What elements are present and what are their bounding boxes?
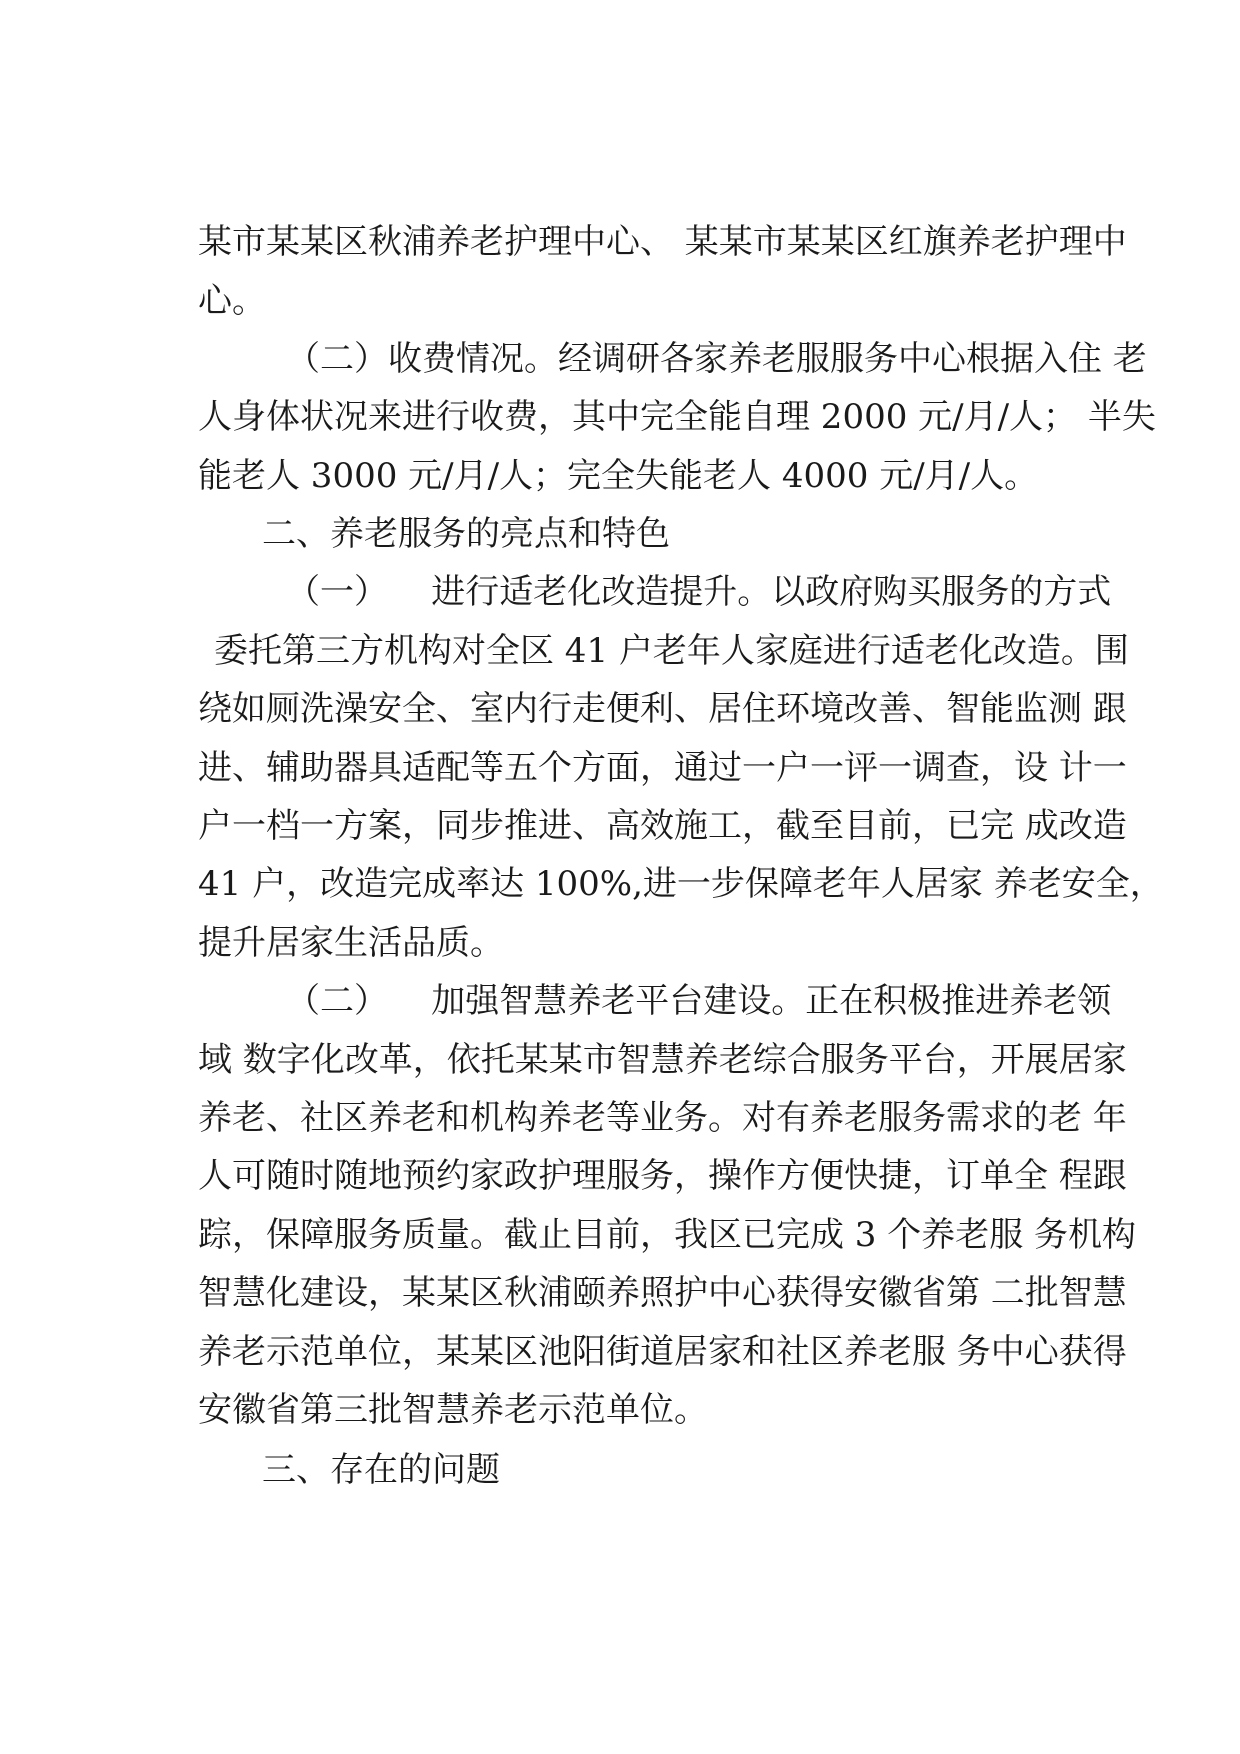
text-line: 提升居家生活品质。 — [198, 923, 504, 963]
text-line: 绕如厕洗澡安全、室内行走便利、居住环境改善、智能监测 跟 — [198, 689, 1127, 729]
text-line: 能老人 3000 元/月/人；完全失能老人 4000 元/月/人。 — [198, 456, 1039, 496]
text-line: 安徽省第三批智慧养老示范单位。 — [198, 1390, 708, 1430]
text-line: 人可随时随地预约家政护理服务，操作方便快捷，订单全 程跟 — [198, 1156, 1127, 1196]
text-line: 某市某某区秋浦养老护理中心、 某某市某某区红旗养老护理中 — [198, 222, 1127, 262]
text-line: 养老示范单位，某某区池阳街道居家和社区养老服 务中心获得 — [198, 1332, 1127, 1372]
text-line: （一） 进行适老化改造提升。以政府购买服务的方式 — [286, 572, 1112, 612]
text-line: 41 户，改造完成率达 100%,进一步保障老年人居家 养老安全， — [198, 864, 1164, 904]
section-heading: 三、存在的问题 — [262, 1450, 500, 1490]
text-line: 智慧化建设，某某区秋浦颐养照护中心获得安徽省第 二批智慧 — [198, 1273, 1127, 1313]
text-line: 进、辅助器具适配等五个方面，通过一户一评一调查，设 计一 — [198, 748, 1127, 788]
text-line: 心。 — [198, 281, 266, 321]
text-line: 踪，保障服务质量。截止目前，我区已完成 3 个养老服 务机构 — [198, 1215, 1137, 1255]
text-line: （二）收费情况。经调研各家养老服服务中心根据入住 老 — [286, 339, 1147, 379]
text-line: 养老、社区养老和机构养老等业务。对有养老服务需求的老 年 — [198, 1098, 1127, 1138]
text-line: 域 数字化改革，依托某某市智慧养老综合服务平台，开展居家 — [198, 1040, 1127, 1080]
text-line: 户一档一方案，同步推进、高效施工，截至目前，已完 成改造 — [198, 806, 1127, 846]
text-line: 人身体状况来进行收费，其中完全能自理 2000 元/月/人； 半失 — [198, 397, 1156, 437]
text-line: 委托第三方机构对全区 41 户老年人家庭进行适老化改造。围 — [214, 631, 1129, 671]
section-heading: 二、养老服务的亮点和特色 — [262, 514, 670, 554]
text-line: （二） 加强智慧养老平台建设。正在积极推进养老领 — [286, 981, 1112, 1021]
